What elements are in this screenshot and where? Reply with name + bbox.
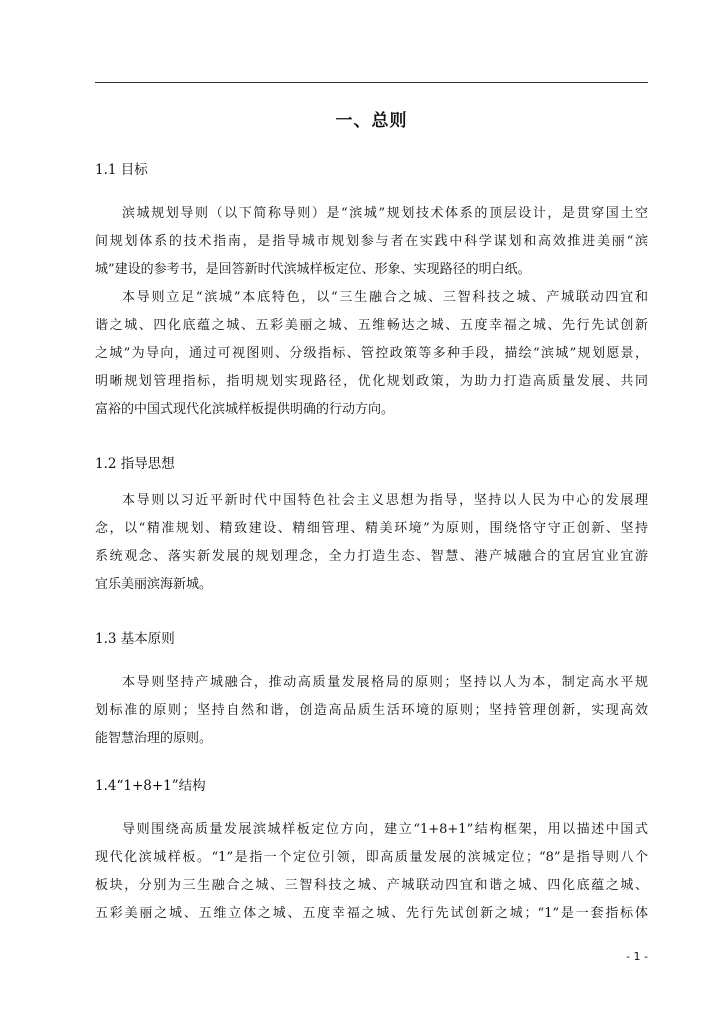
text-line: 富裕的中国式现代化滨城样板提供明确的行动方向。 bbox=[95, 402, 395, 417]
paragraph-1-2 bbox=[95, 487, 648, 599]
text-line: 间规划体系的技术指南，是指导城市规划参与者在实践中科学谋划和高效推进美丽“滨 bbox=[95, 234, 648, 249]
text-line: 系统观念、落实新发展的规划理念，全力打造生态、智慧、港产城融合的宜居宜业宜游 bbox=[95, 549, 648, 564]
text-line: 本导则以习近平新时代中国特色社会主义思想为指导，坚持以人民为中心的发展理 bbox=[122, 493, 648, 508]
page-number: - 1 - bbox=[626, 950, 648, 963]
section-heading-1-3: 1.3 基本原则 bbox=[95, 631, 175, 647]
section-heading-1-4: 1.4“1+8+1”结构 bbox=[95, 778, 206, 794]
text-line: 城”建设的参考书，是回答新时代滨城样板定位、形象、实现路径的明白纸。 bbox=[95, 262, 531, 277]
text-line: 五彩美丽之城、五维立体之城、五度幸福之城、先行先试创新之城；“1”是一套指标体 bbox=[95, 906, 648, 921]
text-line: 本导则坚持产城融合，推动高质量发展格局的原则；坚持以人为本，制定高水平规 bbox=[122, 675, 648, 690]
paragraph-1-3 bbox=[95, 669, 648, 753]
text-line: 现代化滨城样板。“1”是指一个定位引领，即高质量发展的滨城定位；“8”是指导则八个 bbox=[95, 850, 648, 865]
text-line: 本导则立足“滨城”本底特色，以“三生融合之城、三智科技之城、产城联动四宜和 bbox=[122, 290, 648, 305]
text-line: 能智慧治理的原则。 bbox=[95, 731, 213, 746]
text-line: 划标准的原则；坚持自然和谐，创造高品质生活环境的原则；坚持管理创新，实现高效 bbox=[95, 703, 648, 718]
text-line: 明晰规划管理指标，指明规划实现路径，优化规划政策，为助力打造高质量发展、共同 bbox=[95, 374, 648, 389]
text-line: 之城”为导向，通过可视图则、分级指标、管控政策等多种手段，描绘“滨城”规划愿景， bbox=[95, 346, 648, 361]
text-line: 宜乐美丽滨海新城。 bbox=[95, 577, 213, 592]
section-heading-1-1: 1.1 目标 bbox=[95, 162, 148, 178]
paragraph-1-4 bbox=[95, 816, 648, 928]
paragraph-1-1-b bbox=[95, 284, 648, 424]
text-line: 谐之城、四化底蕴之城、五彩美丽之城、五维畅达之城、五度幸福之城、先行先试创新 bbox=[95, 318, 648, 333]
header-rule bbox=[95, 82, 648, 83]
text-line: 板块，分别为三生融合之城、三智科技之城、产城联动四宜和谐之城、四化底蕴之城、 bbox=[95, 878, 648, 893]
chapter-title: 一、总则 bbox=[335, 111, 408, 131]
paragraph-1-1-a bbox=[95, 200, 648, 284]
section-heading-1-2: 1.2 指导思想 bbox=[95, 456, 175, 472]
text-line: 滨城规划导则（以下简称导则）是“滨城”规划技术体系的顶层设计，是贯穿国土空 bbox=[122, 206, 648, 221]
text-line: 导则围绕高质量发展滨城样板定位方向，建立“1+8+1”结构框架，用以描述中国式 bbox=[122, 822, 648, 837]
text-line: 念，以“精准规划、精致建设、精细管理、精美环境”为原则，围绕恪守守正创新、坚持 bbox=[95, 521, 648, 536]
